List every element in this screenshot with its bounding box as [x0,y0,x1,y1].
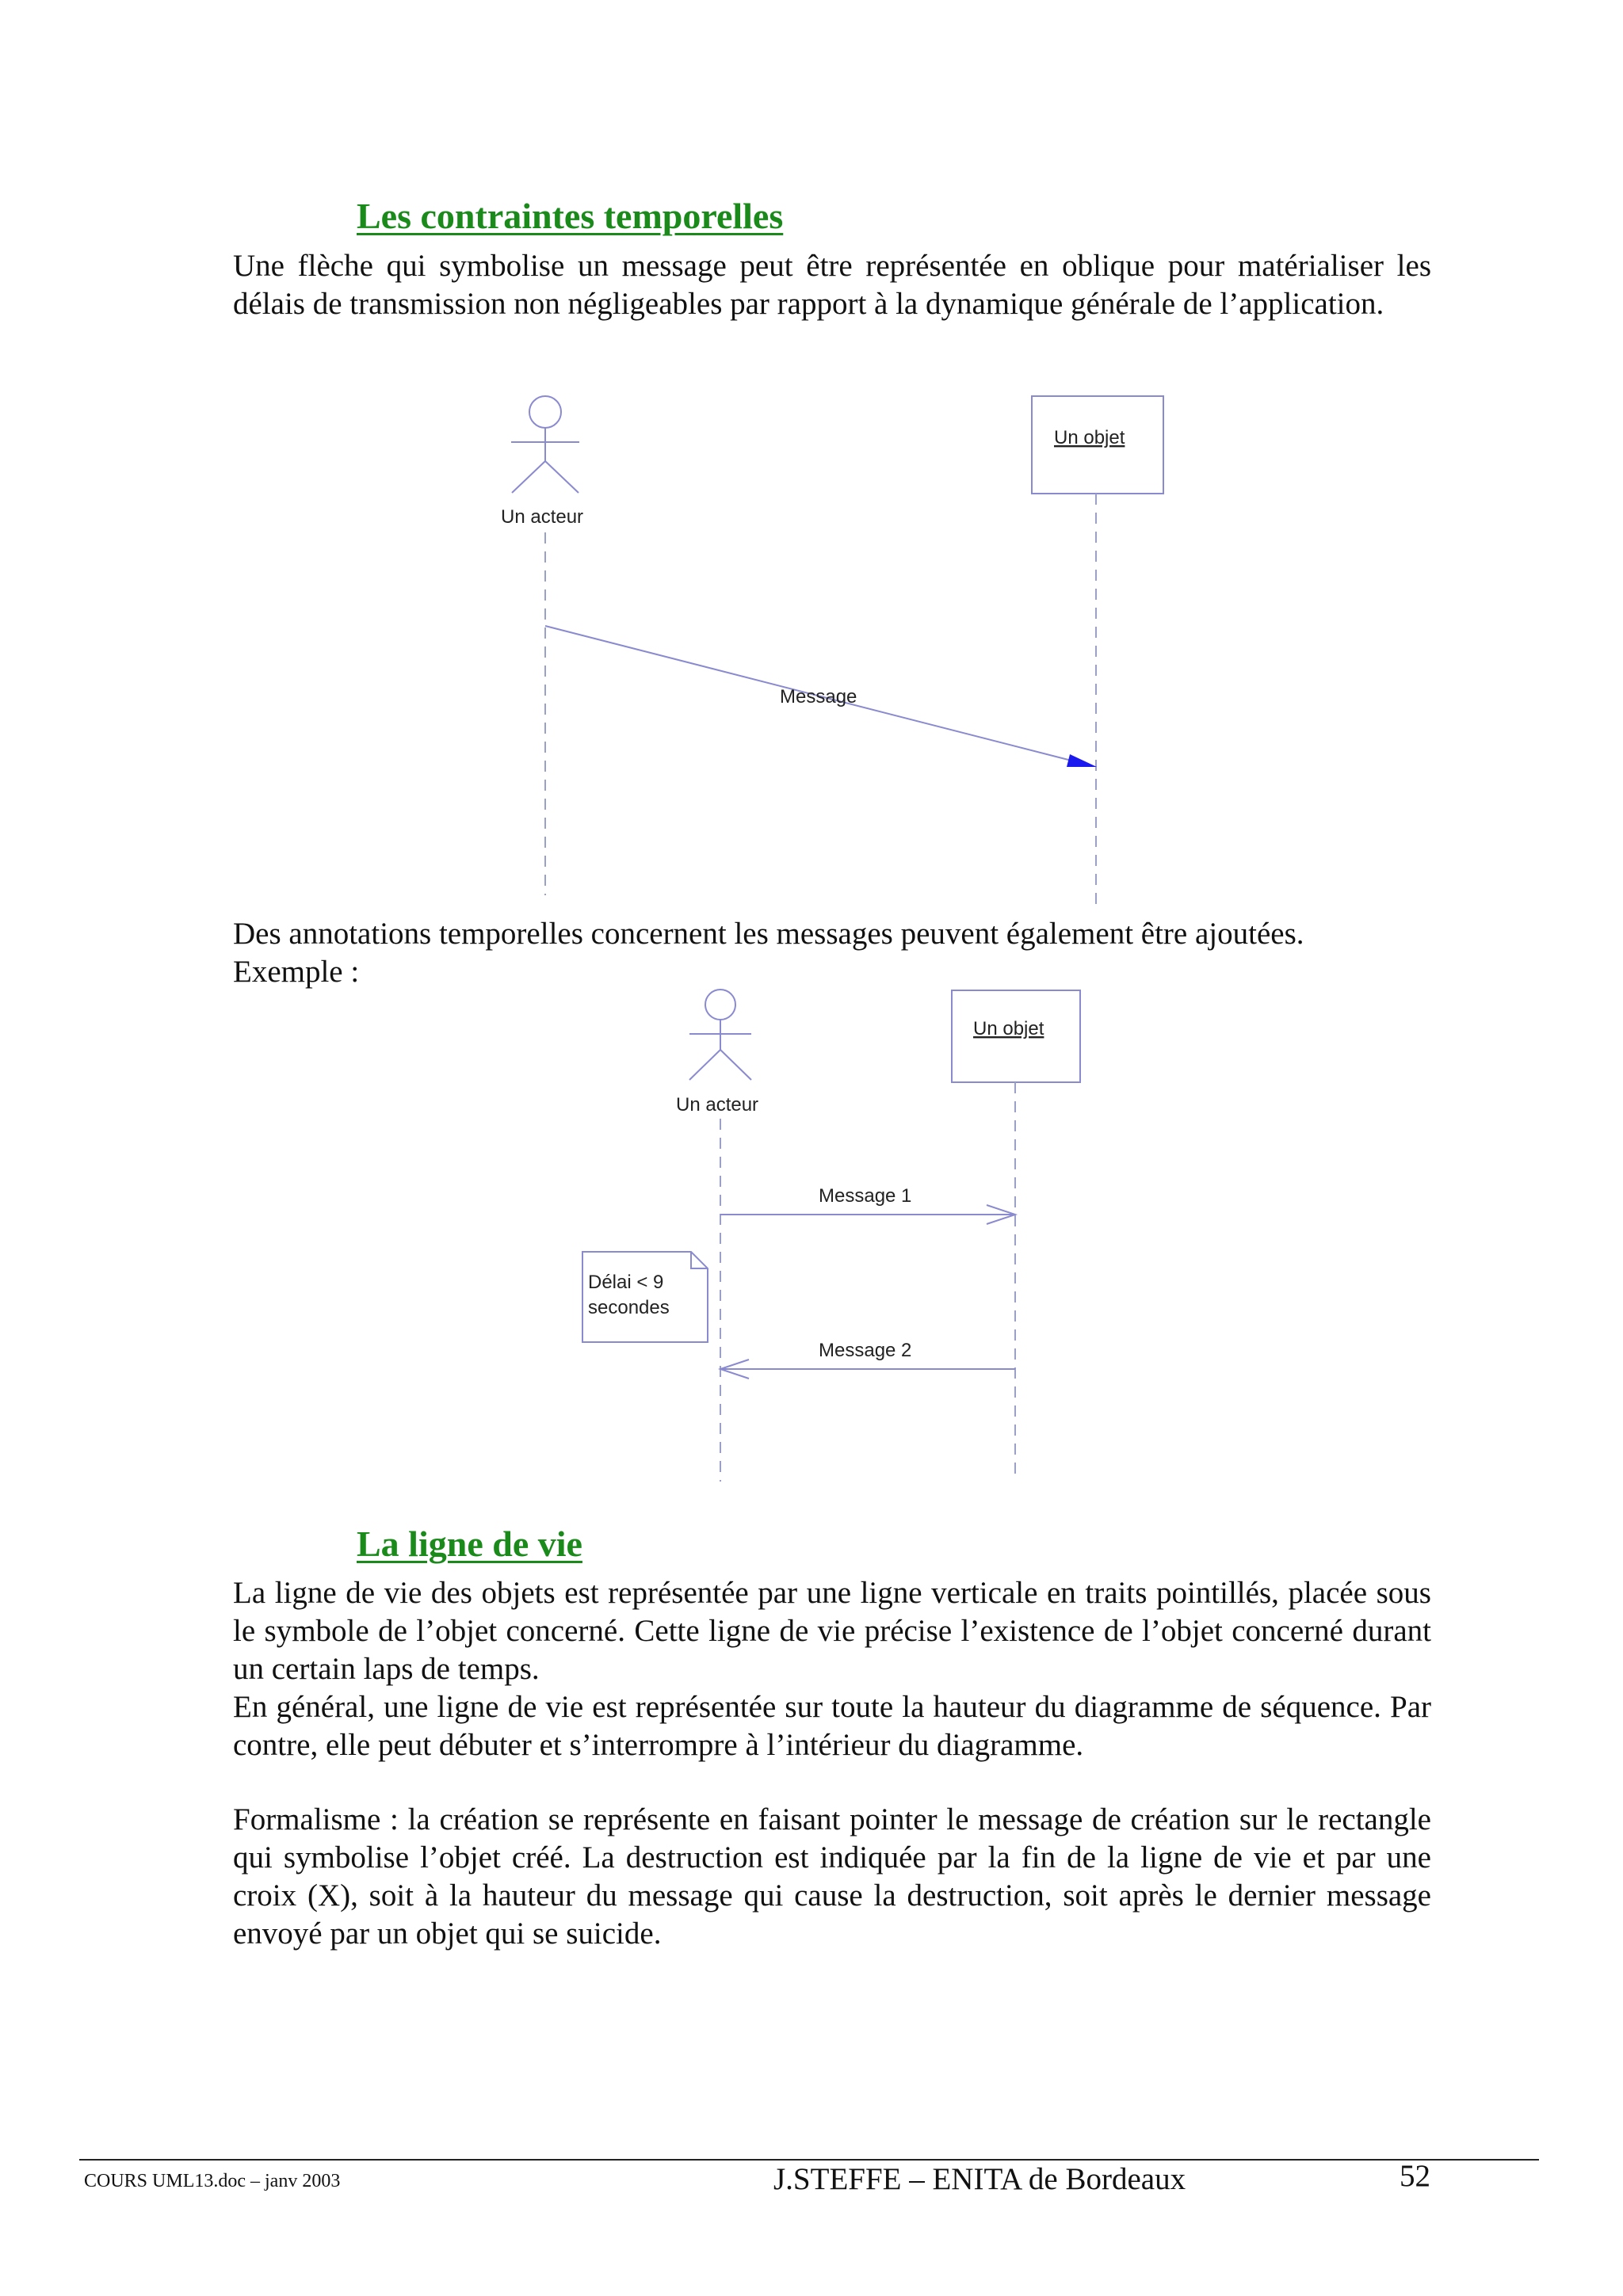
paragraph-annotations: Des annotations temporelles concernent les messages peuvent également être ajoutées. [233,917,1304,951]
paragraph-lifeline-general: En général, une ligne de vie est représentée sur toute la hauteur du diagramme de séquence. Par contre, elle peut débuter et s’interrompre à l’intérieur du diagramme. [233,1690,1431,1762]
note-line-1: Délai < 9 [588,1272,664,1293]
message-2-label: Message 2 [819,1340,912,1361]
message-label: Message [780,686,857,707]
object-label: Un objet [973,1018,1044,1039]
actor-icon [689,990,751,1080]
actor-label: Un acteur [676,1094,759,1116]
message-1-label: Message 1 [819,1185,912,1207]
paragraph-intro: Une flèche qui symbolise un message peut être représentée en oblique pour matérialiser les délais de transmission non négligeables par rapport à la dynamique générale de l’application. [233,249,1431,321]
paragraph-lifeline-definition: La ligne de vie des objets est représentée par une ligne verticale en traits pointillés, placée sous le symbole de l’objet concerné. Cette ligne de vie précise l’existence de l’objet concerné durant un certain laps de temps. [233,1576,1431,1686]
paragraph-example: Exemple : [233,955,360,989]
paragraph-formalism: Formalisme : la création se représente en faisant pointer le message de création sur le rectangle qui symbolise l’objet créé. La destruction est indiquée par la fin de la ligne de vie et par une croix (X), soit à la hauteur du message qui cause la destruction, soit après le dernier message envoyé par un objet qui se suicide. [233,1802,1431,1951]
section-heading-temporal-constraints: Les contraintes temporelles [357,196,784,236]
footer-document-name: COURS UML13.doc – janv 2003 [84,2171,341,2191]
object-label: Un objet [1054,427,1125,448]
section-heading-lifeline: La ligne de vie [357,1524,582,1564]
footer-author: J.STEFFE – ENITA de Bordeaux [773,2162,1186,2196]
footer-page-number: 52 [1400,2159,1430,2193]
footer-rule [79,2159,1539,2161]
note-line-2: secondes [588,1297,670,1318]
actor-label: Un acteur [501,506,584,528]
